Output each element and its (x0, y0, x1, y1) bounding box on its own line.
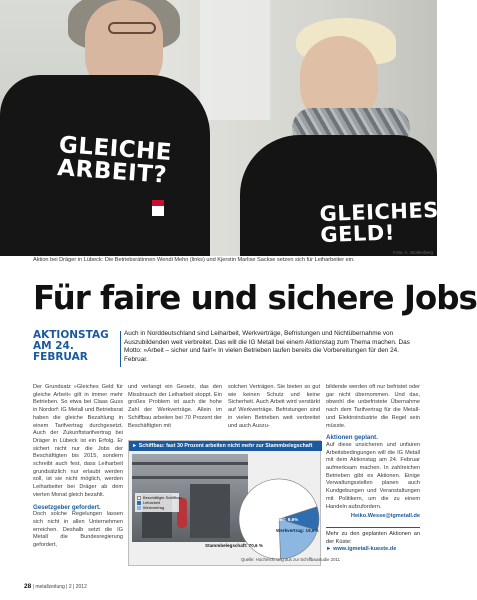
body-paragraph: bildende werden oft nur befristet oder gar nicht übernommen. Und das, obwohl die unbefristete Übernahme nach dem Tarifvertrag für die Metall- und Elektroindustrie die Regel sein müsste. (326, 384, 420, 429)
label-werkvertrag: Werkvertrag: 19,8% (276, 528, 319, 533)
arrow-icon: ► (132, 443, 138, 449)
arrow-icon: ► (326, 546, 332, 553)
issue-label: metallzeitung | 2 | 2012 (35, 584, 87, 590)
infographic-title-text: Schiffbau: fast 30 Prozent arbeiten nicht mehr zur Stammbelegschaft (138, 443, 313, 449)
pie-chart (129, 441, 322, 567)
kicker: AKTIONSTAG AM 24. FEBRUAR (33, 329, 109, 363)
legend-label: Werkvertrag (143, 505, 165, 510)
label-stammbelegschaft: Stammbelegschaft: 70,6 % (205, 543, 263, 548)
body-column-2 (128, 384, 222, 430)
shirt-text-left: GLEICHE ARBEIT? (56, 132, 173, 190)
igmetall-logo-patch (152, 200, 164, 216)
page-footer: 28 | metallzeitung | 2 | 2012 (24, 583, 87, 590)
info-text: Mehr zu den geplanten Aktionen an der Küste: (326, 530, 420, 545)
author-signature: Heiko.Wesse@igmetall.de (350, 513, 420, 520)
chart-source: Quelle: Hochrechnung aus zur Schiffbaustudie 2011 (241, 557, 340, 562)
infographic (128, 440, 340, 566)
page-number: 28 (24, 583, 32, 590)
body-column-3 (228, 384, 320, 430)
label-leiharbeit: Leiharbeit: 9,6% (263, 517, 299, 522)
subheading: Aktionen geplant. (326, 434, 378, 442)
shirt-text-right: GLEICHES GELD! (319, 197, 440, 248)
body-column-1 (33, 384, 123, 550)
subheading: Gesetzgeber gefordert. (33, 503, 101, 511)
body-paragraph: Der Grundsatz »Gleiches Geld für gleiche Arbeit« gilt in immer mehr Betrieben. So etwa bei Claas Guss in Nordorf: IG Metall und Betriebsrat haben die gleiche Bezahlung in einem Tarifvertrag durchgesetzt. Auch der Zukunftstarifvertrag bei Dräger in Lübeck ist ein Erfolg. Er sichert nicht nur die Jobs der Beschäftigten bis 2015, sondern schreibt auch fest, dass Leiharbeit grundsätzlich nur erlaubt werden soll, ist sie nicht möglich, werden Leiharbeiter bei Dräger ab dem vierten Monat gleich bezahlt. (33, 384, 123, 498)
hero-photo (0, 0, 440, 256)
legend-label: Beschäftigte Schiffbau (143, 495, 182, 500)
page-headline: Für faire und sichere Jobs (33, 279, 477, 317)
photo-caption: Aktion bei Dräger in Lübeck: Die Betriebsrätinnen Wendi Mehn (links) und Kjerstin Marlise Sackse setzen sich für Leiharbeiter ein. (33, 257, 355, 263)
body-column-4 (326, 384, 420, 554)
body-paragraph: solchen Verträgen. Sie bieten so gut wie keinen Schutz und keine Sicherheit. Auch Arbeit wird verstärkt auf Werkverträge. Befristungen sind in vielen Betrieben weit verbreitet und auch Auszu- (228, 384, 320, 429)
body-paragraph: Auf diese unsicheren und unfairen Arbeitsbedingungen will die IG Metall mit dem Aktionstag am 24. Februar aufmerksam machen. In zahlreichen Betrieben gibt es Aktionen. Einige Verwaltungsstellen planen auch Kundgebungen und Veranstaltungen mit Politikern, um die zu einem Handeln aufzufordern. (326, 441, 420, 510)
info-link[interactable]: www.igmetall-kueste.de (333, 546, 397, 553)
photo-credit: Foto: A. Stoltenberg (393, 250, 433, 255)
body-paragraph: Doch solche Regelungen lassen sich nicht in allen Unternehmen erreichen. Deshalb setzt die IG Metall die Bundesregierung gefordert, (33, 511, 123, 549)
legend-label: Leiharbeit (143, 500, 161, 505)
intro-text: Auch in Norddeutschland sind Leiharbeit, Werkverträge, Befristungen und Nichtübernahme von Auszubildenden weit verbreitet. Das will die IG Metall bei einem Aktionstag zum Thema machen. Das Motto: »Arbeit – sicher und fair!« In vielen Betrieben laufen bereits die Vorbereitungen für den 24. Februar. (124, 330, 410, 364)
intro-divider (120, 331, 121, 367)
info-box (326, 527, 420, 554)
body-paragraph: und verlangt ein Gesetz, das den Missbrauch der Leiharbeit stoppt. Ein großes Problem ist auch die hohe Zahl der Werkverträge. Allein im Schiffbau arbeiten bei 70 Prozent der Beschäftigten mit (128, 384, 222, 429)
